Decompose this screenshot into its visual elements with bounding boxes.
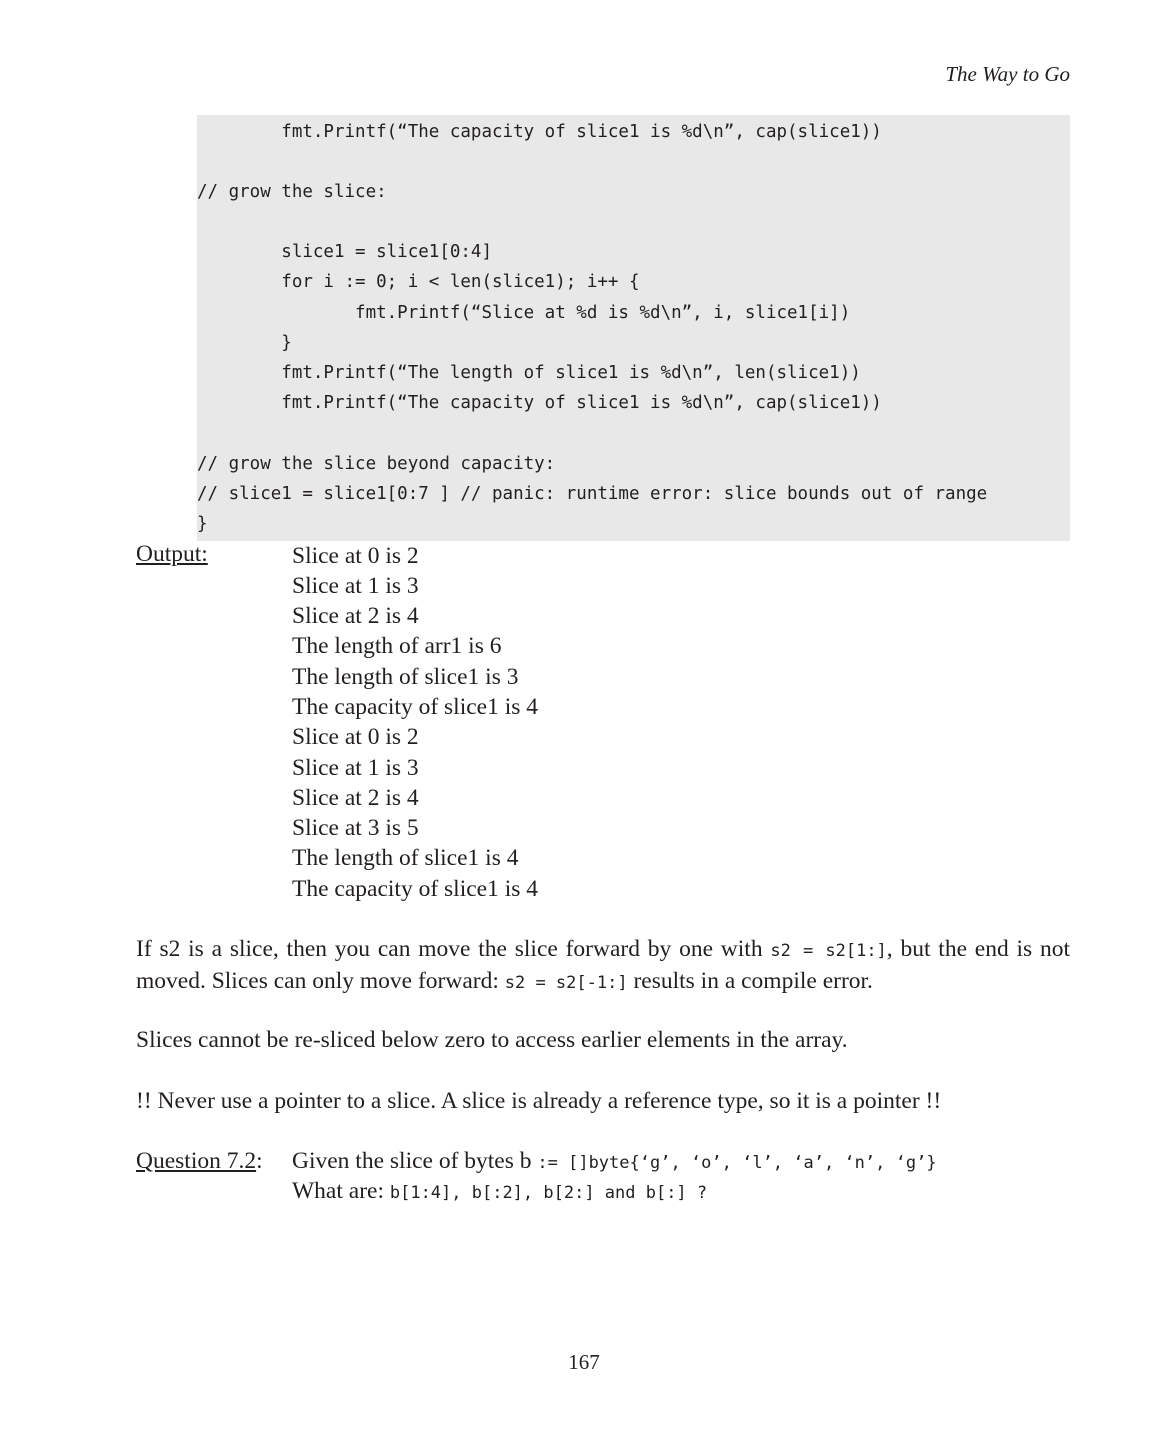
running-header: The Way to Go [945,62,1070,86]
code-line: // grow the slice beyond capacity: [197,454,556,474]
code-line: // grow the slice: [197,182,387,202]
output-line: Slice at 1 is 3 [292,573,419,599]
output-line: Slice at 1 is 3 [292,755,419,781]
inline-code: s2 = s2[-1:] [504,973,628,993]
code-line: fmt.Printf(“The capacity of slice1 is %d\n”, cap(slice1)) [197,122,882,142]
code-line: } [197,514,208,534]
question-line [292,1176,707,1208]
question-line [292,1146,937,1178]
text-run: What are: [292,1178,390,1204]
output-line: Slice at 0 is 2 [292,543,419,569]
output-line: Slice at 2 is 4 [292,785,419,811]
code-line: } [197,333,292,353]
output-line: The length of slice1 is 3 [292,664,519,690]
output-line: Slice at 2 is 4 [292,603,419,629]
code-line: fmt.Printf(“Slice at %d is %d\n”, i, slice1[i]) [197,303,851,323]
output-label: Output: [136,541,208,567]
code-line: slice1 = slice1[0:4] [197,242,493,262]
paragraph-line [136,934,1070,966]
output-line: The capacity of slice1 is 4 [292,876,539,902]
reslice-paragraph: Slices cannot be re-sliced below zero to access earlier elements in the array. [136,1027,848,1053]
code-line: fmt.Printf(“The length of slice1 is %d\n”, len(slice1)) [197,363,861,383]
pointer-warning-paragraph: !! Never use a pointer to a slice. A slice is already a reference type, so it is a pointer !! [136,1088,942,1114]
text-run: If s2 is a slice, then you can move the slice forward by one with [136,936,771,962]
code-line: // slice1 = slice1[0:7 ] // panic: runtime error: slice bounds out of range [197,484,988,504]
inline-code: s2 = s2[1:] [770,941,887,961]
text-run: , but the end is not [886,936,1071,962]
output-line: The length of arr1 is 6 [292,633,502,659]
output-line: The capacity of slice1 is 4 [292,694,539,720]
text-run: results in a compile error. [627,968,873,994]
text-run: Given the slice of bytes b [292,1148,538,1174]
slice-move-paragraph [136,934,1070,998]
inline-code: b[1:4], b[:2], b[2:] and b[:] ? [389,1183,708,1203]
inline-code: := []byte{‘g’, ‘o’, ‘l’, ‘a’, ‘n’, ‘g’} [537,1153,937,1173]
question-number: Question 7.2 [136,1148,257,1174]
question-label [136,1146,263,1176]
paragraph-line [136,966,1070,998]
output-line: Slice at 0 is 2 [292,724,419,750]
output-line: Slice at 3 is 5 [292,815,419,841]
code-line: fmt.Printf(“The capacity of slice1 is %d\n”, cap(slice1)) [197,393,882,413]
output-line: The length of slice1 is 4 [292,845,519,871]
code-block [197,115,1070,541]
page-number: 167 [568,1350,600,1374]
code-line: for i := 0; i < len(slice1); i++ { [197,272,640,292]
question-colon: : [256,1148,263,1174]
text-run: moved. Slices can only move forward: [136,968,505,994]
